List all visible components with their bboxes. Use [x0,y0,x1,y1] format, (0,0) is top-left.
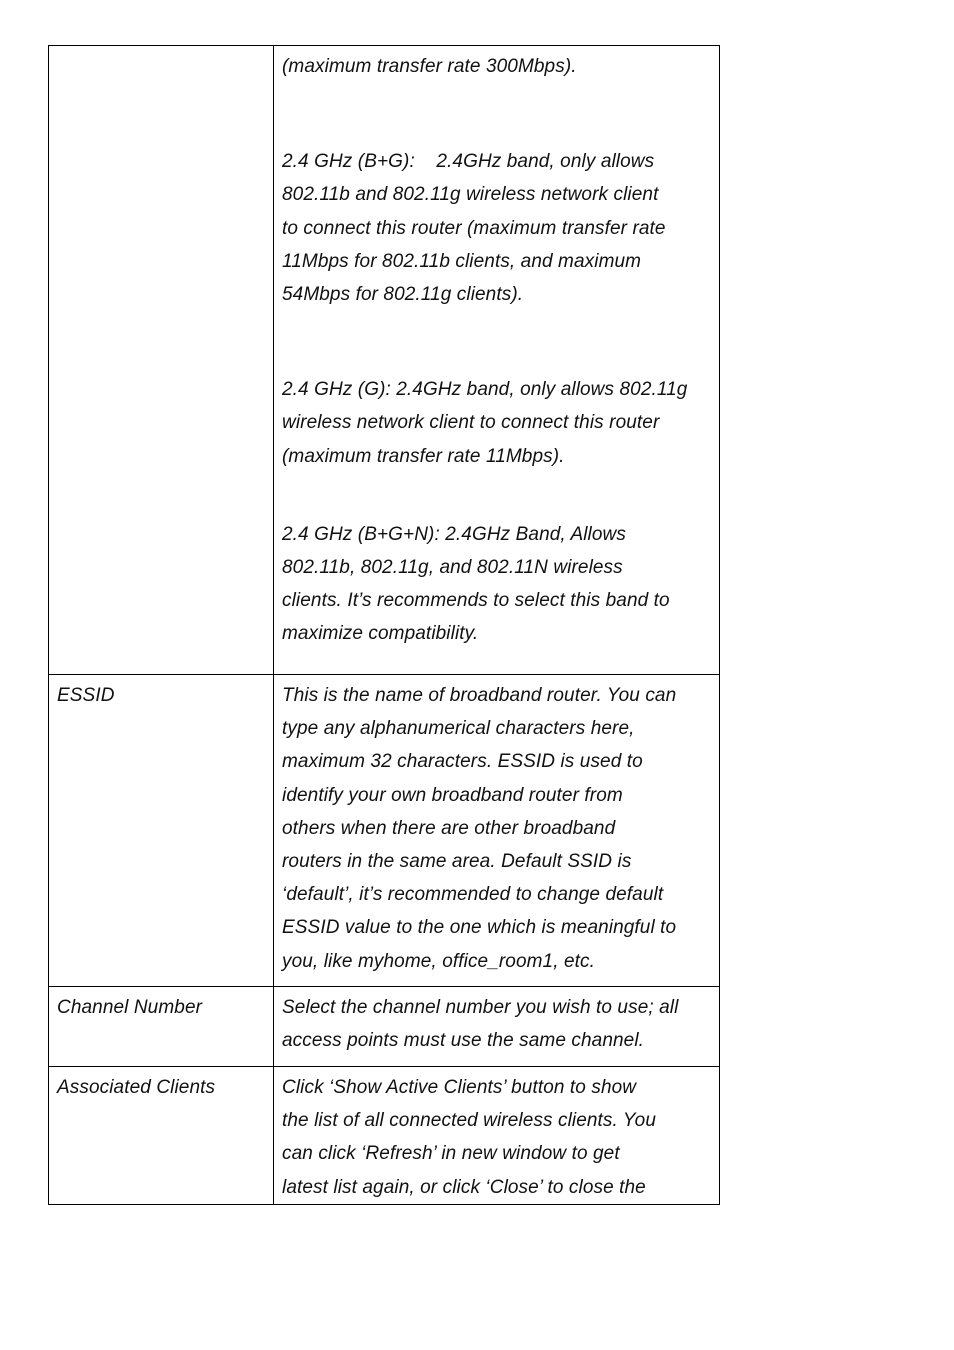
text-line: 2.4 GHz (B+G+N): 2.4GHz Band, Allows [282,523,626,545]
table-row-channel-number [49,987,720,1067]
setting-description-cell [274,675,720,987]
band-bg-paragraph [282,145,711,311]
text-line: maximize compatibility. [282,623,479,645]
text-line: latest list again, or click ‘Close’ to close the [282,1176,646,1198]
text-line: to connect this router (maximum transfer rate [282,217,666,239]
table-row-essid [49,675,720,987]
text-line: 11Mbps for 802.11b clients, and maximum [282,250,642,272]
text-line: routers in the same area. Default SSID is [282,851,632,873]
setting-name-cell [49,675,274,987]
setting-description-cell [274,987,720,1067]
setting-name-cell [49,1067,274,1205]
text-line: the list of all connected wireless clients. You [282,1110,656,1132]
band-g-paragraph [282,373,711,473]
setting-name: Channel Number [57,997,203,1018]
settings-description-table [48,45,720,1205]
text-line: (maximum transfer rate 11Mbps). [282,445,565,467]
text-line: This is the name of broadband router. You can [282,685,677,706]
table-row-associated-clients [49,1067,720,1205]
text-line: Click ‘Show Active Clients’ button to show [282,1077,637,1098]
setting-description-cell [274,1067,720,1205]
setting-name-cell [49,987,274,1067]
text-line: access points must use the same channel. [282,1030,645,1052]
text-line: 802.11b, 802.11g, and 802.11N wireless [282,557,623,579]
text-line: 2.4 GHz (B+G): 2.4GHz band, only allows [282,151,655,173]
text-line: ‘default’, it’s recommended to change default [282,884,664,906]
text-line: ESSID value to the one which is meaningful to [282,917,677,939]
text-line: 2.4 GHz (G): 2.4GHz band, only allows 802.11g [282,379,688,401]
text-line: wireless network client to connect this router [282,412,660,434]
text-line: type any alphanumerical characters here, [282,718,635,740]
table-row-band [49,46,720,675]
text-line: identify your own broadband router from [282,784,623,806]
setting-description-cell [274,46,720,675]
text-line: 802.11b and 802.11g wireless network client [282,184,659,206]
setting-name: Associated Clients [57,1077,216,1098]
text-line: others when there are other broadband [282,817,616,839]
band-bgn-paragraph [282,518,711,651]
setting-name: ESSID [57,685,115,706]
text-line: (maximum transfer rate 300Mbps). [282,56,577,77]
text-line: maximum 32 characters. ESSID is used to [282,751,643,773]
text-line: Select the channel number you wish to use; all [282,997,679,1018]
setting-name-cell [49,46,274,675]
text-line: you, like myhome, office_room1, etc. [282,950,596,972]
text-line: 54Mbps for 802.11g clients). [282,284,524,306]
text-line: clients. It’s recommends to select this band to [282,590,670,612]
text-line: can click ‘Refresh’ in new window to get [282,1143,620,1165]
band-intro-paragraph [282,50,711,83]
